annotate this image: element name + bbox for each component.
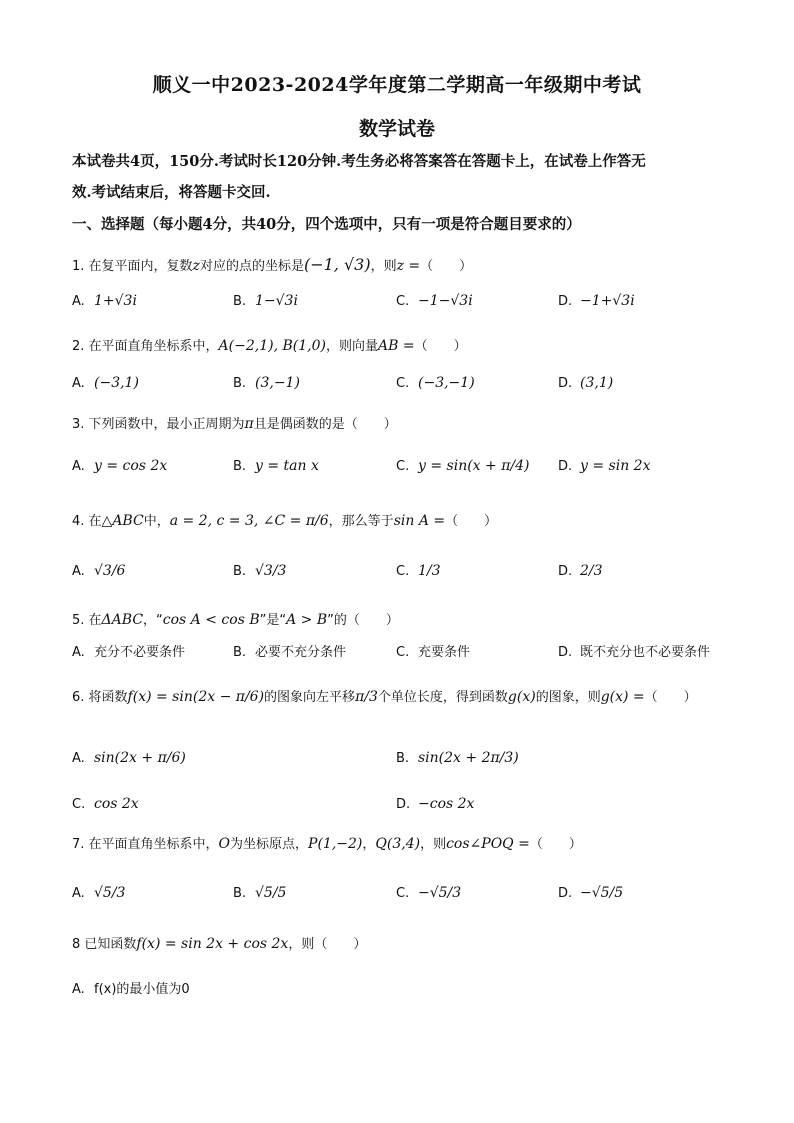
exam-subtitle: 数学试卷 [358,118,435,140]
question-4-option-d: D. 2/3 [558,563,603,579]
intro-line-1: 本试卷共4页，150分.考试时长120分钟.考生务必将答案答在答题卡上，在试卷上作答无 [72,153,646,170]
question-3-option-d: D. y = sin 2x [558,458,651,474]
question-3-option-a: A. y = cos 2x [72,458,168,474]
question-1-option-b: B. 1−√3i [233,293,298,309]
exam-title: 顺义一中2023-2024学年度第二学期高一年级期中考试 [152,74,642,96]
question-1-option-c: C. −1−√3i [396,293,473,309]
question-7-stem: 7. 在平面直角坐标系中，O为坐标原点，P(1,−2)，Q(3,4)，则cos∠POQ =（ ） [72,836,582,852]
question-3-stem: 3. 下列函数中，最小正周期为π且是偶函数的是（ ） [72,416,397,432]
question-1-option-d: D. −1+√3i [558,293,635,309]
question-7-option-b: B. √5/5 [233,885,287,901]
question-4-option-c: C. 1/3 [396,563,441,579]
question-5-option-b: B. 必要不充分条件 [233,645,347,660]
question-5-stem: 5. 在ΔABC，“cos A < cos B”是“A > B”的（ ） [72,612,399,628]
question-7-option-c: C. −√5/3 [396,885,462,901]
question-3-option-c: C. y = sin(x + π/4) [396,458,530,474]
question-4-stem: 4. 在△ABC中，a = 2, c = 3, ∠C = π/6，那么等于sin A =（ ） [72,513,498,529]
intro-line-2: 效.考试结束后，将答题卡交回. [72,184,271,201]
question-7-option-a: A. √5/3 [72,885,126,901]
question-8-stem: 8 已知函数f(x) = sin 2x + cos 2x，则（ ） [72,936,367,952]
question-4-option-b: B. √3/3 [233,563,287,579]
question-6-option-b: B. sin(2x + 2π/3) [396,750,519,766]
question-6-option-d: D. −cos 2x [396,796,475,812]
question-1-stem: 1. 在复平面内，复数z对应的点的坐标是(−1, √3)，则z =（ ） [72,255,473,274]
question-6-option-a: A. sin(2x + π/6) [72,750,186,766]
question-5-option-d: D. 既不充分也不必要条件 [558,645,711,660]
section-heading: 一、选择题（每小题4分，共40分，四个选项中，只有一项是符合题目要求的） [72,216,581,233]
question-2-stem: 2. 在平面直角坐标系中，A(−2,1), B(1,0)，则向量AB =（ ） [72,338,467,354]
question-8-option-a: A. f(x)的最小值为0 [72,982,190,997]
question-6-stem: 6. 将函数f(x) = sin(2x − π/6)的图象向左平移π/3个单位长度，得到函数g(x)的图象，则g(x) =（ ） [72,689,697,705]
question-5-option-c: C. 充要条件 [396,645,471,660]
question-2-option-b: B. (3,−1) [233,375,300,391]
question-5-option-a: A. 充分不必要条件 [72,645,186,660]
question-2-option-d: D. (3,1) [558,375,614,391]
question-2-option-c: C. (−3,−1) [396,375,475,391]
question-6-option-c: C. cos 2x [72,796,139,812]
question-3-option-b: B. y = tan x [233,458,319,474]
question-1-option-a: A. 1+√3i [72,293,137,309]
question-2-option-a: A. (−3,1) [72,375,139,391]
question-7-option-d: D. −√5/5 [558,885,624,901]
question-4-option-a: A. √3/6 [72,563,126,579]
